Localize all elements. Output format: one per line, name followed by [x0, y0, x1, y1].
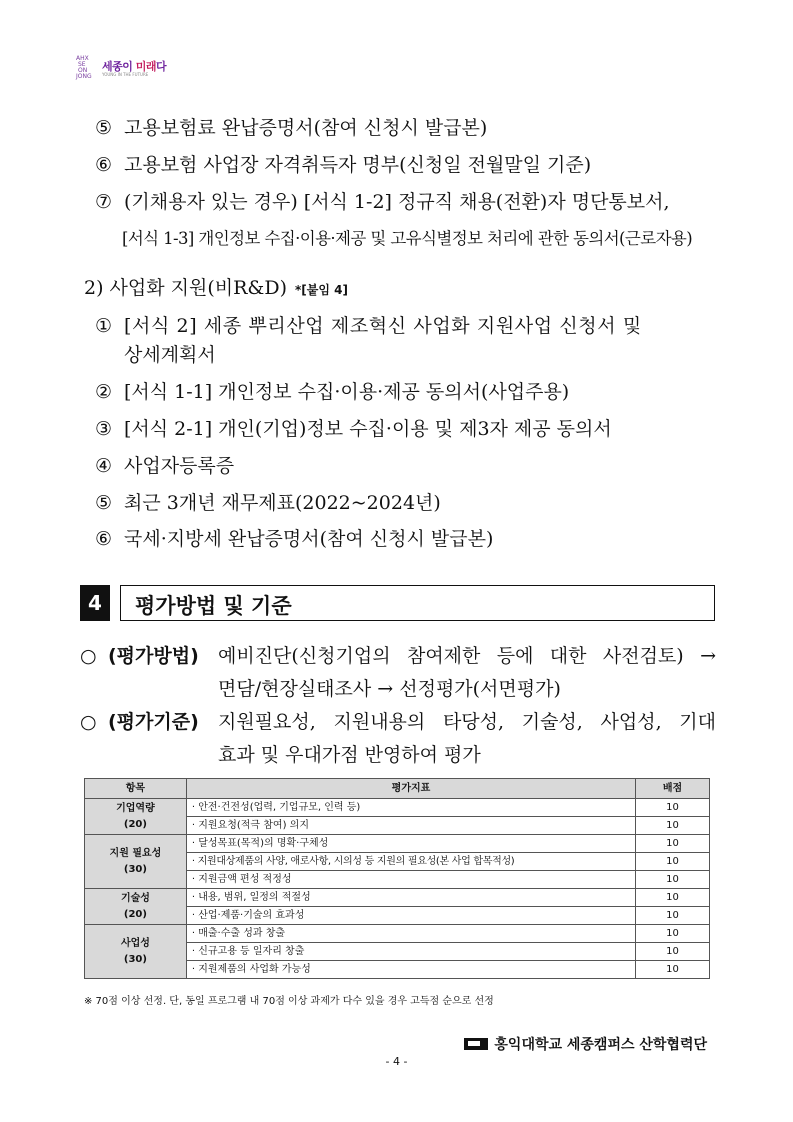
list-item: ⑥ 국세·지방세 완납증명서(참여 신청시 발급본)	[95, 528, 494, 550]
score-cell: 10	[636, 961, 710, 979]
logo-mark	[76, 56, 98, 82]
category-cell: 기술성 (20)	[85, 889, 187, 925]
indicator-cell: · 매출·수출 성과 창출	[186, 925, 635, 943]
table-row	[85, 925, 710, 943]
score-cell: 10	[636, 943, 710, 961]
table-row	[85, 889, 710, 907]
indicator-cell: · 지원제품의 사업화 가능성	[186, 961, 635, 979]
list-item: ⑦ (기채용자 있는 경우) [서식 1-2] 정규직 채용(전환)자 명단통보서,	[95, 191, 670, 213]
bullet-key: (평가기준)	[108, 711, 199, 733]
indicator-cell: · 지원금액 편성 적정성	[186, 871, 635, 889]
logo-mark-line: ON	[78, 67, 88, 74]
footer-org: 홍익대학교 세종캠퍼스 산학협력단	[464, 1034, 707, 1054]
list-item-continuation: [서식 1-3] 개인정보 수집·이용·제공 및 고유식별정보 처리에 관한 동의서(근로자용)	[122, 229, 693, 248]
table-header-row	[85, 779, 710, 799]
score-cell: 10	[636, 871, 710, 889]
section-title-box	[120, 585, 715, 621]
page-number: - 4 -	[385, 1055, 408, 1068]
list-item: ① [서식 2] 세종 뿌리산업 제조혁신 사업화 지원사업 신청서 및	[95, 315, 642, 337]
indicator-cell: · 산업·제품·기술의 효과성	[186, 907, 635, 925]
indicator-cell: · 신규고용 등 일자리 창출	[186, 943, 635, 961]
bullet-key: (평가방법)	[108, 645, 199, 667]
indicator-cell: · 지원요청(적극 참여) 의지	[186, 817, 635, 835]
score-cell: 10	[636, 925, 710, 943]
sub-section-heading: 2) 사업화 지원(비R&D) *[붙임 4]	[84, 277, 348, 299]
bullet-text: 예비진단(신청기업의 참여제한 등에 대한 사전검토) →	[218, 645, 716, 667]
table-row	[85, 799, 710, 817]
list-item: ⑤ 고용보험료 완납증명서(참여 신청시 발급본)	[95, 117, 488, 139]
score-cell: 10	[636, 835, 710, 853]
bullet-marker: ○	[80, 711, 97, 733]
header-category: 항목	[85, 779, 187, 799]
table-row	[85, 835, 710, 853]
list-item: ④ 사업자등록증	[95, 455, 235, 477]
score-cell: 10	[636, 853, 710, 871]
bullet-marker: ○	[80, 645, 97, 667]
indicator-cell: · 달성목표(목적)의 명확·구체성	[186, 835, 635, 853]
logo-name: 세종이 미래다	[102, 60, 167, 73]
logo-mark-line: AHX	[76, 55, 89, 62]
score-cell: 10	[636, 907, 710, 925]
section-title: 평가방법 및 기준	[135, 594, 292, 618]
table-note: ※ 70점 이상 선정. 단, 동일 프로그램 내 70점 이상 과제가 다수 있을 경우 고득점 순으로 선정	[84, 996, 494, 1007]
score-cell: 10	[636, 817, 710, 835]
logo-mark-line: SE	[78, 61, 86, 68]
logo-tagline: YOUNG IN THE FUTURE	[102, 72, 149, 77]
document-icon	[464, 1038, 488, 1050]
category-cell: 사업성 (30)	[85, 925, 187, 979]
header-indicator: 평가지표	[186, 779, 635, 799]
indicator-cell: · 지원대상제품의 사양, 애로사항, 시의성 등 지원의 필요성(본 사업 합목적성)	[186, 853, 635, 871]
logo-mark-line: JONG	[76, 73, 92, 80]
bullet-text-cont: 효과 및 우대가점 반영하여 평가	[218, 744, 481, 766]
evaluation-table	[84, 778, 710, 979]
section-heading	[80, 585, 715, 621]
indicator-cell: · 안전·건전성(업력, 기업규모, 인력 등)	[186, 799, 635, 817]
list-item: ③ [서식 2-1] 개인(기업)정보 수집·이용 및 제3자 제공 동의서	[95, 418, 612, 440]
list-item-continuation: 상세계획서	[124, 344, 216, 366]
bullet-text: 지원필요성, 지원내용의 타당성, 기술성, 사업성, 기대	[218, 711, 716, 733]
score-cell: 10	[636, 799, 710, 817]
logo	[76, 56, 216, 82]
category-cell: 지원 필요성 (30)	[85, 835, 187, 889]
list-item: ⑥ 고용보험 사업장 자격취득자 명부(신청일 전월말일 기준)	[95, 154, 592, 176]
bullet-text-cont: 면담/현장실태조사 → 선정평가(서면평가)	[218, 678, 561, 700]
header-score: 배점	[636, 779, 710, 799]
indicator-cell: · 내용, 범위, 일정의 적절성	[186, 889, 635, 907]
list-item: ⑤ 최근 3개년 재무제표(2022~2024년)	[95, 492, 441, 514]
score-cell: 10	[636, 889, 710, 907]
category-cell: 기업역량 (20)	[85, 799, 187, 835]
list-item: ② [서식 1-1] 개인정보 수집·이용·제공 동의서(사업주용)	[95, 381, 570, 403]
section-number: 4	[80, 585, 110, 621]
